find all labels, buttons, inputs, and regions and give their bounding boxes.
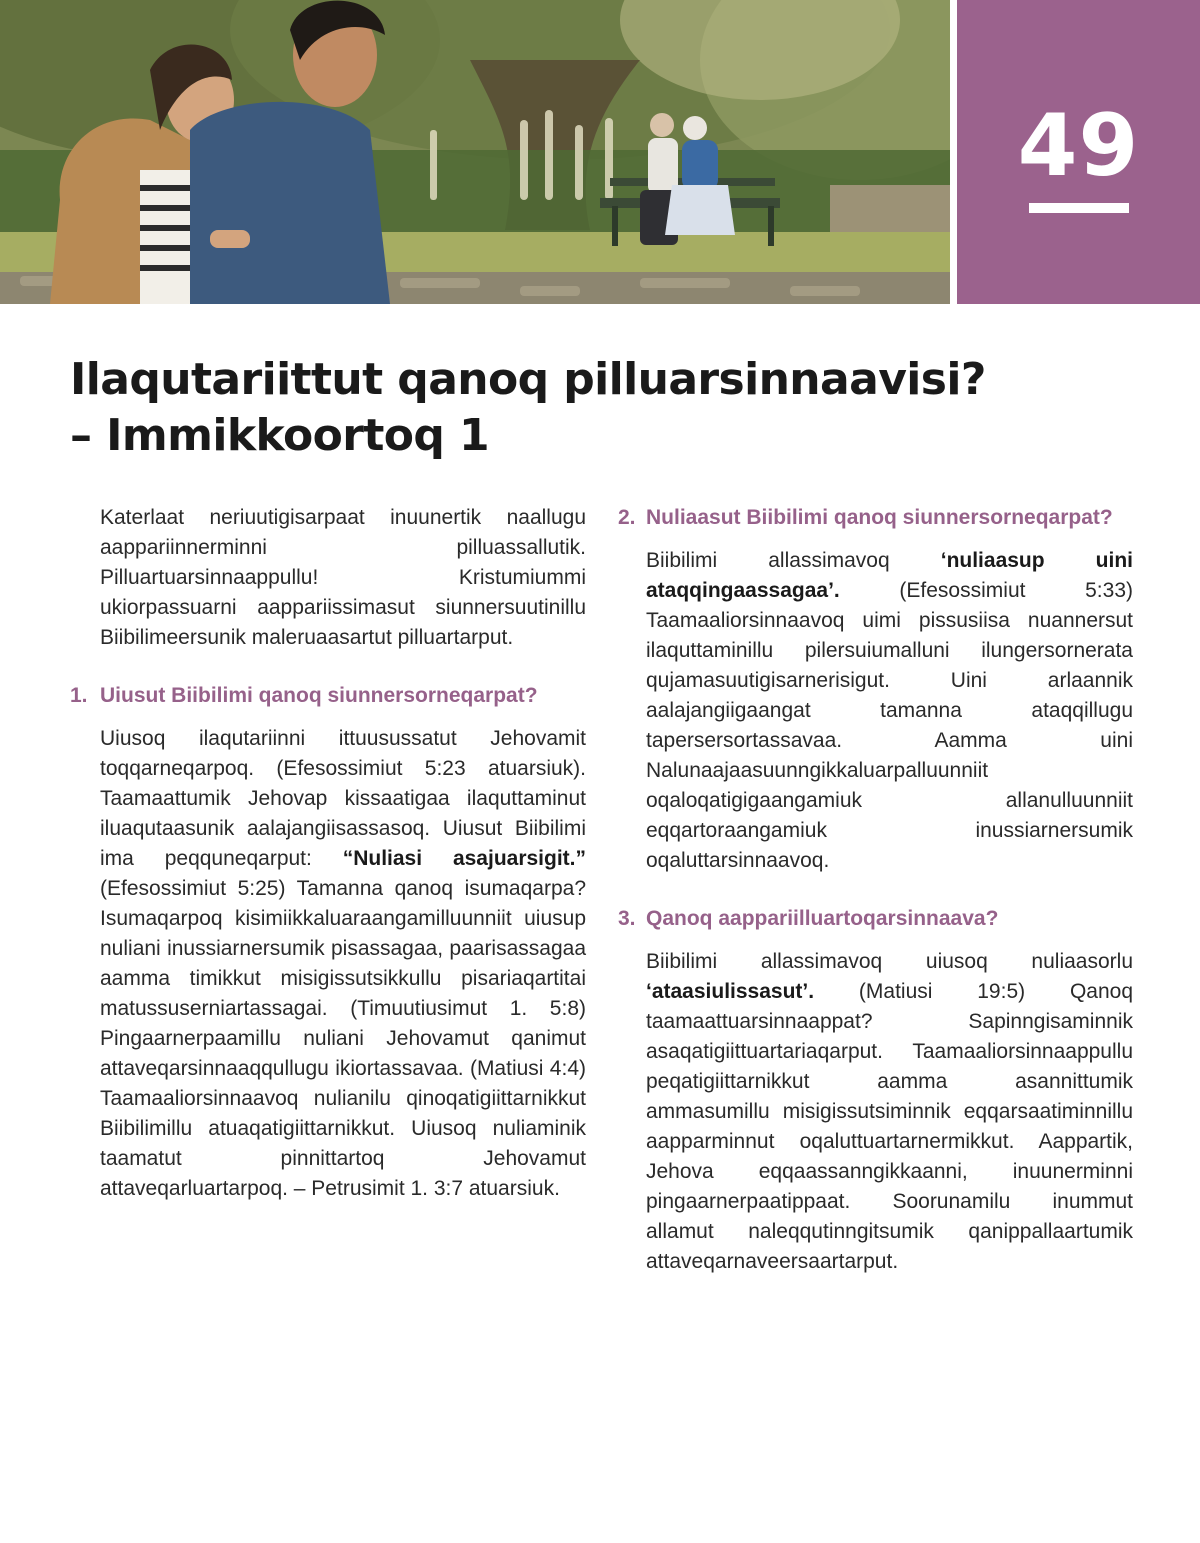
lesson-number: 49: [1017, 96, 1140, 196]
section-3-text-a: Biibilimi allassimavoq uiusoq nuliaasorlu: [646, 950, 1133, 973]
section-2-number: 2.: [618, 506, 636, 529]
section-2-text-a: Biibilimi allassimavoq: [646, 549, 941, 572]
section-1-text-a: Uiusoq ilaqutariinni ittuusussatut Jehovamit toqqarneqarpoq. (Efesossimiut 5:23 atuarsiuk). Taamaattumik Jehovap kissaatigaa ilaquttaminut iluaqutaasunik aalajangiisassasoq. Uiusut Biibilimi ima peqquneqarput:: [100, 727, 586, 870]
section-1-bold-quote: “Nuliasi asajuarsigit.”: [342, 847, 586, 870]
section-1-heading: [70, 681, 586, 710]
park-scene-illustration: [0, 0, 950, 304]
page-title-line-1: Ilaqutariittut qanoq pilluarsinnaavisi?: [70, 354, 986, 405]
section-2-heading: [618, 503, 1133, 532]
page-title: [70, 352, 1150, 464]
section-1-text-b: (Efesossimiut 5:25) Tamanna qanoq isumaqarpa? Isumaqarpoq kisimiikkaluaraangamilluunniit uiusup nuliani inussiarnersumik pisassagaa, paarisassagaa aamma timikkut misigissutsikkullu pisariaqartitai matussuserniartassagai. (Timuutiusimut 1. 5:8) Pingaarnerpaamillu nuliani Jehovamut qanimut attaveqarsinnaaqqullugu ikiortassavaa. (Matiusi 4:4) Taamaaliorsinnaavoq nulianilu qinoqatigiittarnikkut Biibilimillu atuaqatigiittarnikkut. Uiusoq nuliaminik taamatut pinnittartoq Jehovamut attaveqarluartarpoq. – Petrusimit 1. 3:7 atuarsiuk.: [100, 877, 586, 1200]
section-2-paragraph: [646, 546, 1133, 876]
right-column: [618, 503, 1133, 1277]
section-3-text-b: (Matiusi 19:5) Qanoq taamaattuarsinnaappat? Sapinngisaminnik asaqatigiittuartariaqarput. Taamaaliorsinnaappullu peqatigiittarnikkut aamma asannittumik ammasumillu misigissutsiminnik eqqarsaatiminnillu aapparminnut oqaluttuartarnermikkut. Aappartik, Jehova eqqaassanngikkaanni, inuunerminni pingaarnerpaatippaat. Soorunamilu inummut allamut naleqqutinngitsumik qanippallaartumik attaveqarnaveersaartarput.: [646, 980, 1133, 1273]
section-3-paragraph: [646, 947, 1133, 1277]
section-1-paragraph: [100, 724, 586, 1204]
section-2-bold-quote: ‘nuliaasup uini ataqqingaassagaa’.: [646, 549, 1133, 602]
section-3-number: 3.: [618, 907, 636, 930]
left-column: [70, 503, 586, 1204]
section-3-bold-quote: ‘ataasiulissasut’.: [646, 980, 815, 1003]
lesson-number-underline: [1029, 203, 1129, 213]
page-title-line-2: – Immikkoortoq 1: [70, 410, 490, 461]
header-photo: [0, 0, 950, 304]
section-2-heading-text: Nuliaasut Biibilimi qanoq siunnersorneqarpat?: [646, 506, 1113, 529]
section-1-heading-text: Uiusut Biibilimi qanoq siunnersorneqarpat?: [100, 684, 538, 707]
intro-paragraph: Katerlaat neriuutigisarpaat inuunertik naallugu aappariinnerminni pilluassallutik. Pilluartuarsinnaappullu! Kristumiummi ukiorpassuarni aappariissimasut siunnersuutinillu Biibilimeersunik maleruaasartut pilluartarput.: [100, 506, 586, 649]
section-3-heading: [618, 904, 1133, 933]
section-3-heading-text: Qanoq aappariilluartoqarsinnaava?: [646, 907, 999, 930]
lesson-number-box: [957, 0, 1200, 304]
section-2-text-b: (Efesossimiut 5:33) Taamaaliorsinnaavoq uimi pissusiisa nuannersut ilaquttaminillu pilersuiumalluni ilungersornerata qujamasuutigisarnerisigut. Uini arlaannik aalajangiigaangat tamanna ataqqillugu tapersersortassavaa. Aamma uini Nalunaajaasuunngikkaluarpalluunniit oqaloqatigigaangamiuk allanulluunniit eqqartoraangamiuk inussiarnersumik oqaluttarsinnaavoq.: [646, 579, 1133, 872]
section-1-number: 1.: [70, 684, 88, 707]
